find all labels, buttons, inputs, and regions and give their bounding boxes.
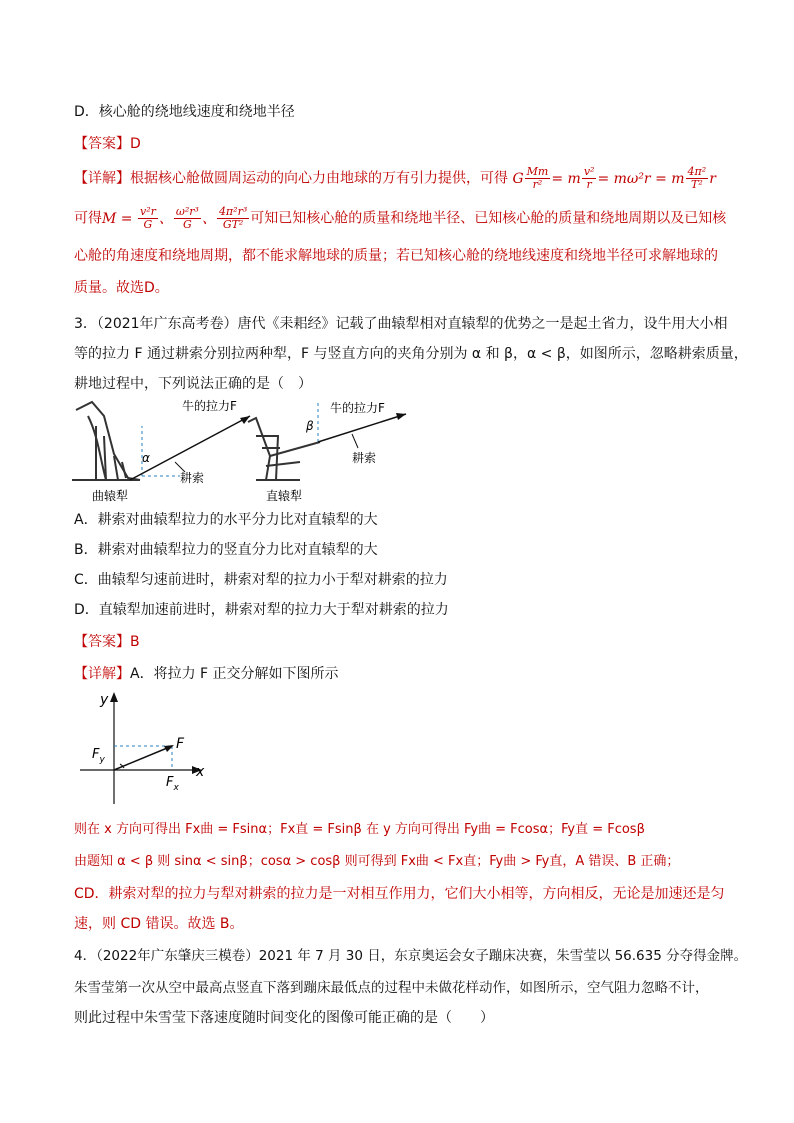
q3-detail-y: 由题知 α < β 则 sinα < sinβ；cosα > cosβ 则可得到 Fx曲 < Fx直；Fy曲 > Fy直，A 错误、B 正确； [74, 854, 680, 869]
detail-tag: 【详解】 [74, 170, 130, 187]
answer-label: 【答案】D [74, 136, 141, 152]
q3-option-a: A．耕索对曲辕犁拉力的水平分力比对直辕犁的大 [74, 512, 378, 528]
q2-detail-line1 [74, 166, 716, 191]
F-label: F [176, 736, 185, 752]
Fx-label: $F_x$ [166, 775, 179, 793]
q3-detail-line1: 【详解】A．将拉力 F 正交分解如下图所示 [74, 666, 339, 682]
curved-plow-icon [72, 402, 140, 480]
right-caption: 直辕犁 [266, 489, 303, 503]
right-force-arrow [318, 414, 406, 442]
left-force-label: 牛的拉力F [182, 399, 237, 413]
q4-stem-line2: 朱雪莹第一次从空中最高点竖直下落到蹦床最低点的过程中未做花样动作，如图所示，空气阻力忽略不计， [74, 980, 709, 996]
q3-option-d: D．直辕犁加速前进时，耕索对犁的拉力大于犁对耕索的拉力 [74, 602, 449, 618]
q3-stem-line2: 等的拉力 F 通过耕索分别拉两种犁，F 与竖直方向的夹角分别为 α 和 β，α < β，如图所示，忽略耕索质量， [74, 346, 748, 362]
Fy-label: $F_y$ [92, 747, 105, 765]
mass-formula: M = $\frac{\text{v²r}}{G}$ 、 $\frac{\text{ω²r³}}{G}$ 、 $\frac{\text{4π²r³}}{\text{GT²}}$ [102, 205, 248, 231]
right-rope-label: 耕索 [352, 451, 377, 465]
q3-option-b: B．耕索对曲辕犁拉力的竖直分力比对直辕犁的大 [74, 542, 378, 558]
gravity-formula: G $\frac{Mm}{\text{r²}}$ = m $\frac{\text{v²}}{r}$ = mω²r = m $\frac{\text{4π²}}{\text{T²}}$ r [512, 165, 716, 191]
force-decomposition-figure [80, 688, 220, 806]
left-caption: 曲辕犁 [92, 489, 129, 503]
q3-option-c: C．曲辕犁匀速前进时，耕索对犁的拉力小于犁对耕索的拉力 [74, 572, 448, 588]
q2-option-d: D．核心舱的绕地线速度和绕地半径 [74, 104, 295, 120]
right-angle-label: β [306, 419, 314, 433]
left-angle-label: α [142, 451, 150, 465]
q3-detail-x: 则在 x 方向可得出 Fx曲 = Fsinα；Fx直 = Fsinβ 在 y 方向可得出 Fy曲 = Fcosα；Fy直 = Fcosβ [74, 822, 645, 837]
q2-answer [74, 134, 141, 154]
q3-stem-line1: 3．（2021年广东高考卷）唐代《耒耜经》记载了曲辕犁相对直辕犁的优势之一是起土省力，设牛用大小相 [74, 316, 728, 332]
q2-detail-line4: 质量。故选D。 [74, 280, 169, 296]
q2-detail-line3: 心舱的角速度和绕地周期，都不能求解地球的质量；若已知核心舱的绕地线速度和绕地半径可求解地球的 [74, 248, 718, 264]
x-axis-label: x [196, 764, 205, 780]
q3-detail-cd2: 速，则 CD 错误。故选 B。 [74, 916, 244, 932]
right-force-label: 牛的拉力F [330, 401, 385, 415]
q4-stem-line1: 4．（2022年广东肇庆三模卷）2021 年 7 月 30 日，东京奥运会女子蹦床决赛，朱雪莹以 56.635 分夺得金牌。 [74, 948, 748, 964]
plow-figure [70, 396, 410, 506]
q3-detail-cd1: CD．耕索对犁的拉力与犁对耕索的拉力是一对相互作用力，它们大小相等，方向相反，无论是加速还是匀 [74, 886, 725, 902]
left-rope-label: 耕索 [180, 471, 205, 485]
q4-stem-line3: 则此过程中朱雪莹下落速度随时间变化的图像可能正确的是（ ） [74, 1010, 494, 1026]
q2-detail-line2: 可得M = $\frac{\text{v²r}}{G}$ 、 $\frac{\text{ω²r³}}{G}$ 、 $\frac{\text{4π²r³}}{\text{GT²}}$ 可知已知核心舱的质量和绕地半径、已知核心舱的质量和绕地周期以及已知核 [74, 205, 727, 231]
q3-answer: 【答案】B [74, 634, 140, 650]
q3-stem-line3: 耕地过程中，下列说法正确的是（ ） [74, 376, 312, 392]
detail-text: 根据核心舱做圆周运动的向心力由地球的万有引力提供，可得 [130, 170, 508, 187]
y-axis-label: y [100, 692, 109, 708]
